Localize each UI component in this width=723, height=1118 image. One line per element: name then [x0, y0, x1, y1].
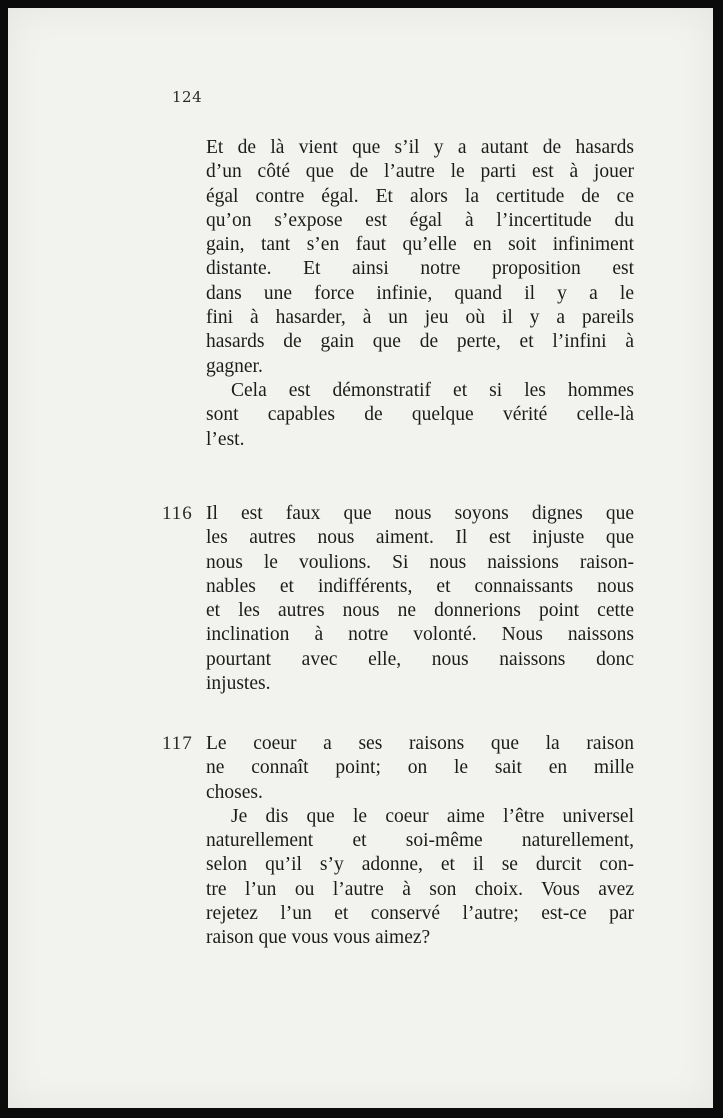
text-line: Cela est démonstratif et si les hommes: [231, 379, 634, 401]
fragment-115-paragraph-1: [206, 136, 634, 379]
text-line: rejetez l’un et conservé l’autre; est-ce par: [206, 903, 634, 925]
text-line: tre l’un ou l’autre à son choix. Vous avez: [206, 878, 634, 900]
text-line: fini à hasarder, à un jeu où il y a pareils: [206, 307, 634, 329]
text-line: inclination à notre volonté. Nous naissons: [206, 624, 634, 646]
text-line: Je dis que le coeur aime l’être universel: [231, 805, 634, 827]
text-line: l’est.: [206, 428, 245, 450]
pensee-117-body: [206, 732, 634, 951]
pensee-117-paragraph-1: [206, 732, 634, 805]
text-line: Le coeur a ses raisons que la raison: [206, 733, 634, 754]
text-line: naturellement et soi-même naturellement,: [206, 830, 634, 852]
text-line: injustes.: [206, 673, 271, 695]
page-number: 124: [172, 88, 203, 106]
text-line: hasards de gain que de perte, et l’infini à: [206, 331, 634, 353]
text-line: nables et indifférents, et connaissants nous: [206, 575, 634, 597]
text-line: gain, tant s’en faut qu’elle en soit infiniment: [206, 234, 634, 256]
text-line: Il est faux que nous soyons dignes que: [206, 503, 634, 524]
text-line: qu’on s’expose est égal à l’incertitude du: [206, 209, 634, 231]
text-line: gagner.: [206, 355, 263, 377]
pensee-number: 117: [162, 733, 193, 754]
text-line: et les autres nous ne donnerions point cette: [206, 600, 634, 622]
pensee-number: 116: [162, 503, 193, 524]
text-line: dans une force infinie, quand il y a le: [206, 282, 634, 304]
pensee-116-body: [206, 502, 634, 696]
text-line: d’un côté que de l’autre le parti est à jouer: [206, 161, 634, 183]
text-line: pourtant avec elle, nous naissons donc: [206, 648, 634, 670]
text-line: distante. Et ainsi notre proposition est: [206, 258, 634, 280]
text-line: choses.: [206, 781, 263, 803]
fragment-115-paragraph-2: [206, 379, 634, 452]
fragment-115-continuation: [206, 136, 634, 452]
scanned-page: [8, 8, 713, 1108]
text-line: nous le voulions. Si nous naissions raison-: [206, 551, 634, 573]
pensee-116-paragraph-1: [206, 502, 634, 696]
text-line: sont capables de quelque vérité celle-là: [206, 404, 634, 426]
text-line: égal contre égal. Et alors la certitude de ce: [206, 185, 634, 207]
text-line: selon qu’il s’y adonne, et il se durcit con-: [206, 854, 634, 876]
text-line: raison que vous vous aimez?: [206, 927, 431, 949]
text-line: ne connaît point; on le sait en mille: [206, 757, 634, 779]
text-line: les autres nous aiment. Il est injuste que: [206, 527, 634, 549]
text-line: Et de là vient que s’il y a autant de hasards: [206, 137, 634, 158]
pensee-117-paragraph-2: [206, 805, 634, 951]
